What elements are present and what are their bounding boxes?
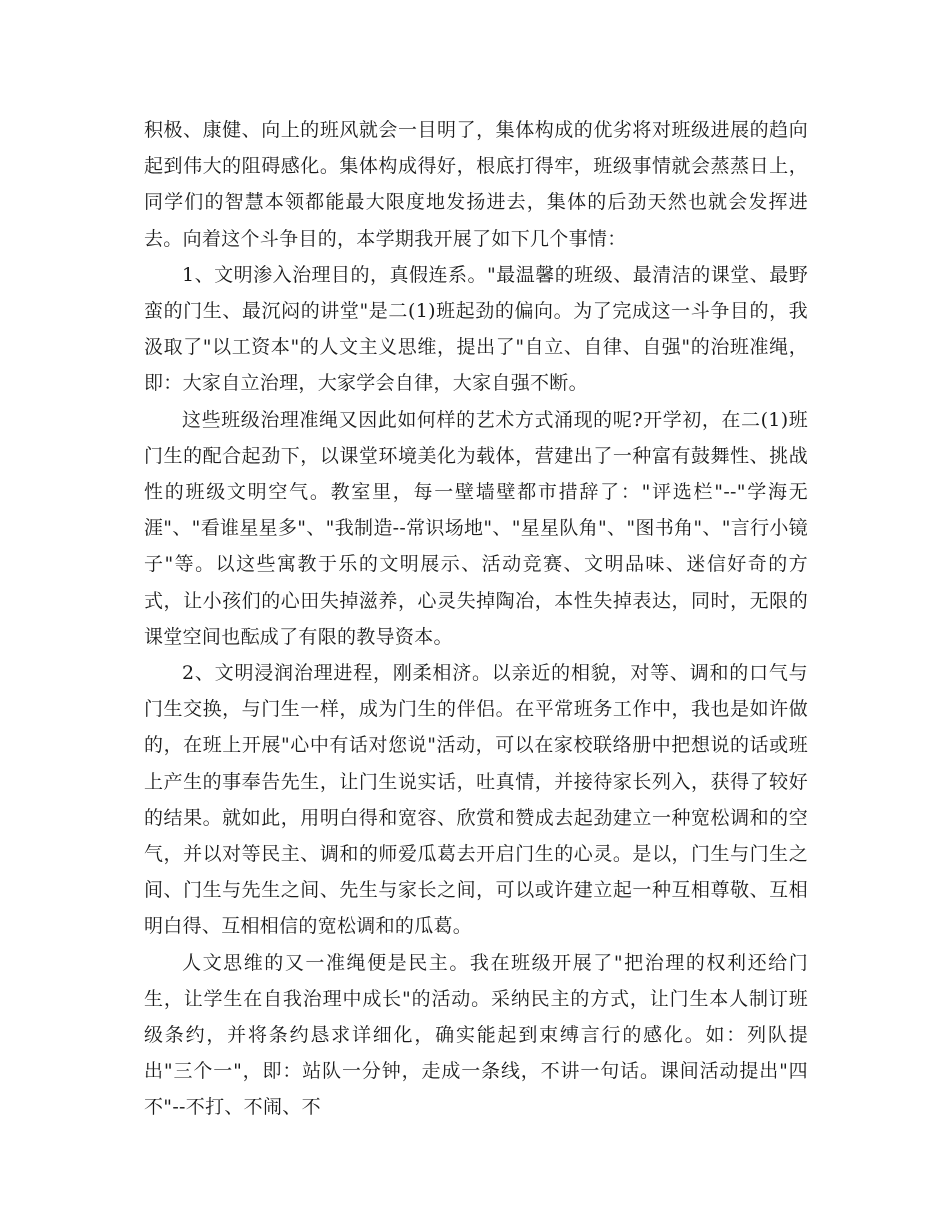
document-body [144, 112, 808, 1126]
paragraph-2: 1、文明渗入治理目的，真假连系。"最温馨的班级、最清洁的课堂、最野蛮的门生、最沉闷的讲堂"是二(1)班起劲的偏向。为了完成这一斗争目的，我汲取了"以工资本"的人文主义思维，提出了"自立、自律、自强"的治班准绳，即：大家自立治理，大家学会自律，大家自强不断。 [144, 263, 808, 395]
paragraph-5: 人文思维的又一准绳便是民主。我在班级开展了"把治理的权利还给门生，让学生在自我治理中成长"的活动。采纳民主的方式，让门生本人制订班级条约，并将条约恳求详细化，确实能起到束缚言行的感化。如：列队提出"三个一"，即：站队一分钟，走成一条线，不讲一句话。课间活动提出"四不"--不打、不闹、不 [144, 951, 808, 1119]
paragraph-1: 积极、康健、向上的班风就会一目明了，集体构成的优劣将对班级进展的趋向起到伟大的阻碍感化。集体构成得好，根底打得牢，班级事情就会蒸蒸日上，同学们的智慧本领都能最大限度地发扬进去，集体的后劲天然也就会发挥进去。向着这个斗争目的，本学期我开展了如下几个事情： [144, 119, 808, 250]
paragraph-3: 这些班级治理准绳又因此如何样的艺术方式涌现的呢?开学初，在二(1)班门生的配合起劲下，以课堂环境美化为载体，营建出了一种富有鼓舞性、挑战性的班级文明空气。教室里，每一壁墙壁都市措辞了："评选栏"--"学海无涯"、"看谁星星多"、"我制造--常识场地"、"星星队角"、"图书角"、"言行小镜子"等。以这些寓教于乐的文明展示、活动竞赛、文明品味、迷信好奇的方式，让小孩们的心田失掉滋养，心灵失掉陶冶，本性失掉表达，同时，无限的课堂空间也酝成了有限的教导资本。 [144, 408, 808, 648]
paragraph-4: 2、文明浸润治理进程，刚柔相济。以亲近的相貌，对等、调和的口气与门生交换，与门生一样，成为门生的伴侣。在平常班务工作中，我也是如许做的，在班上开展"心中有话对您说"活动，可以在家校联络册中把想说的话或班上产生的事奉告先生，让门生说实话，吐真情，并接待家长列入，获得了较好的结果。就如此，用明白得和宽容、欣赏和赞成去起劲建立一种宽松调和的空气，并以对等民主、调和的师爱瓜葛去开启门生的心灵。是以，门生与门生之间、门生与先生之间、先生与家长之间，可以或许建立起一种互相尊敬、互相明白得、互相相信的宽松调和的瓜葛。 [144, 662, 808, 938]
